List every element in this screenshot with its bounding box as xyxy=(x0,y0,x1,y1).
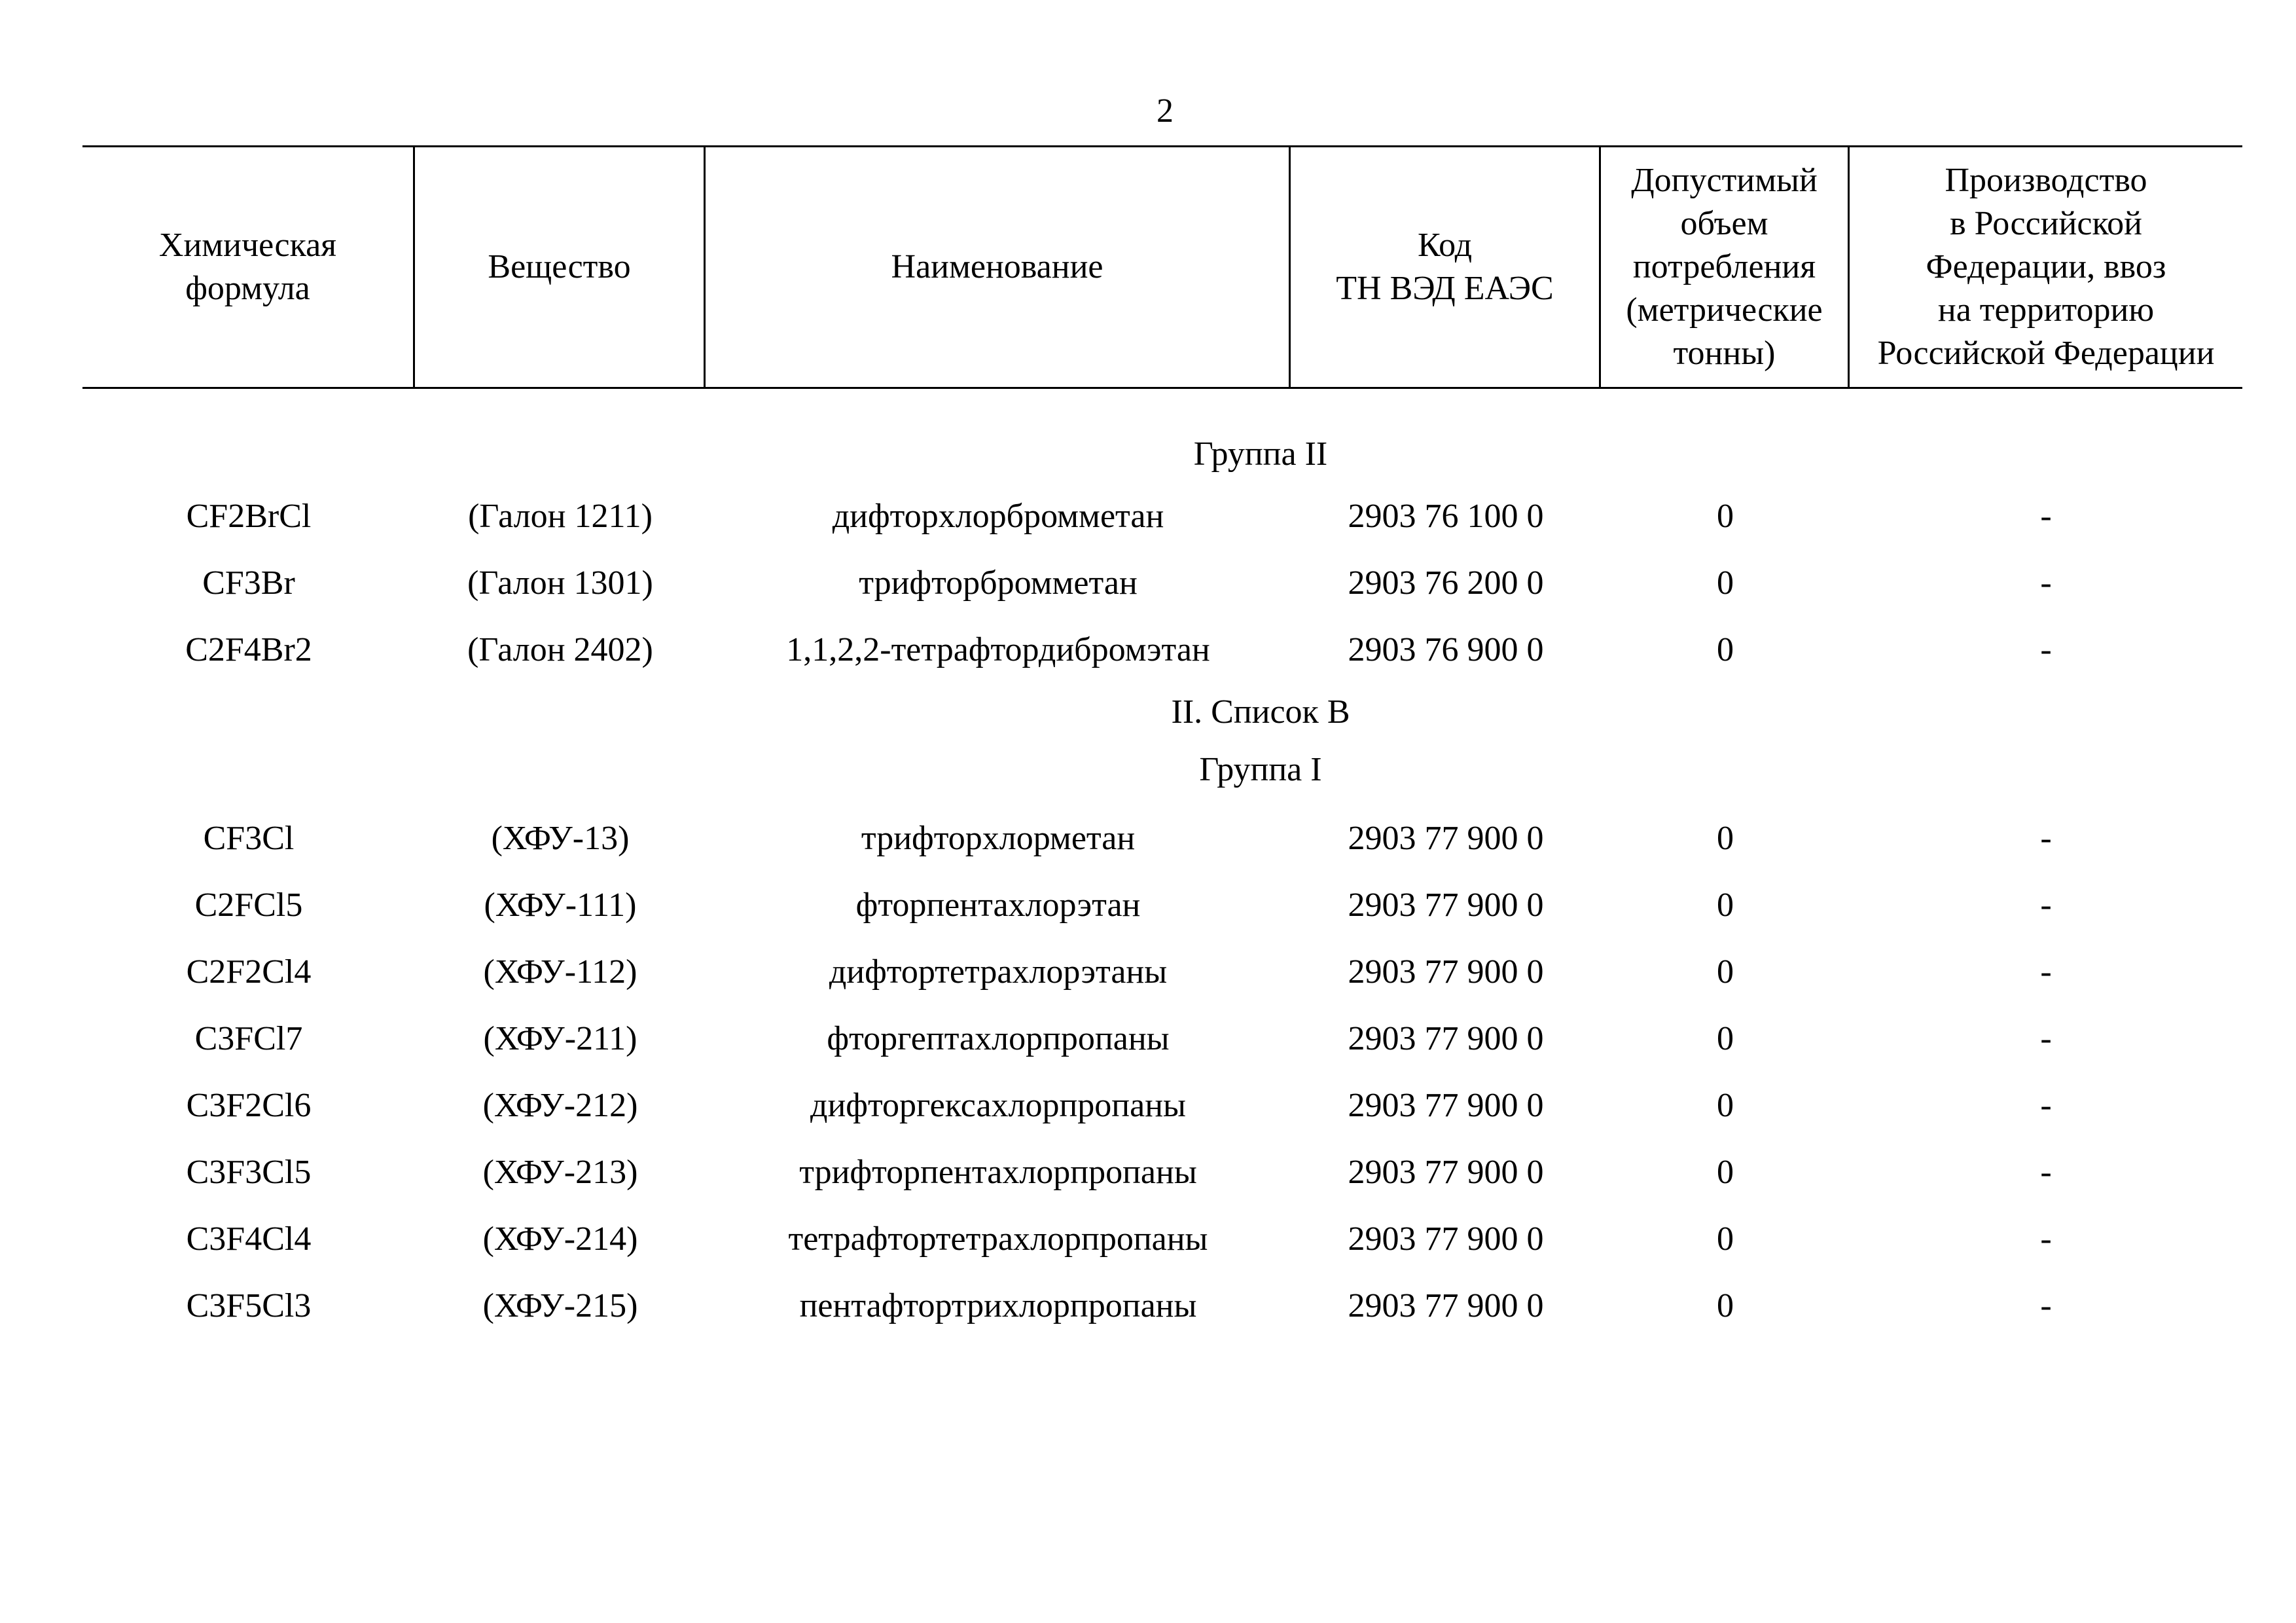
spacer xyxy=(82,799,2242,805)
cell-substance: (Галон 1211) xyxy=(468,498,653,535)
cell-name: пентафтортрихлорпропаны xyxy=(799,1287,1197,1324)
cell-volume: 0 xyxy=(1717,1020,1734,1057)
cell-formula: CF3Br xyxy=(202,564,295,602)
cell-production: - xyxy=(2040,1020,2052,1057)
cell-volume: 0 xyxy=(1717,953,1734,991)
cell-code: 2903 76 100 0 xyxy=(1348,498,1544,535)
cell-substance: (ХФУ-13) xyxy=(491,820,630,857)
cell-name: фторгептахлорпропаны xyxy=(827,1020,1170,1057)
cell-code: 2903 77 900 0 xyxy=(1348,820,1544,857)
cell-substance: (ХФУ-211) xyxy=(483,1020,637,1057)
cell-production: - xyxy=(2040,820,2052,857)
table-row xyxy=(82,939,2242,1006)
cell-formula: C2F2Cl4 xyxy=(186,953,312,991)
table-row xyxy=(82,483,2242,550)
table-row xyxy=(82,617,2242,684)
cell-production: - xyxy=(2040,1154,2052,1191)
cell-name: дифторгексахлорпропаны xyxy=(810,1087,1186,1124)
header-production: Производство в Российской Федерации, ввоз на территорию Российской Федерации xyxy=(1877,162,2215,372)
cell-name: тетрафтортетрахлорпропаны xyxy=(788,1220,1208,1258)
cell-formula: C2FCl5 xyxy=(194,886,303,924)
cell-code: 2903 76 900 0 xyxy=(1348,631,1544,668)
cell-name: трифторбромметан xyxy=(859,564,1138,602)
cell-name: трифторхлорметан xyxy=(861,820,1136,857)
page-number: 2 xyxy=(1157,92,1174,130)
list-title: II. Список В xyxy=(1171,693,1350,731)
cell-code: 2903 77 900 0 xyxy=(1348,886,1544,924)
cell-volume: 0 xyxy=(1717,498,1734,535)
cell-production: - xyxy=(2040,564,2052,602)
cell-name: дифтортетрахлорэтаны xyxy=(829,953,1168,991)
cell-production: - xyxy=(2040,886,2052,924)
cell-production: - xyxy=(2040,631,2052,668)
cell-substance: (ХФУ-213) xyxy=(482,1154,638,1191)
table-row xyxy=(82,805,2242,872)
header-chemical-formula: Химическая формула xyxy=(82,147,415,387)
cell-substance: (Галон 2402) xyxy=(467,631,653,668)
cell-formula: C3F3Cl5 xyxy=(186,1154,312,1191)
cell-name: трифторпентахлорпропаны xyxy=(799,1154,1197,1191)
group-title: Группа II xyxy=(1193,435,1328,473)
cell-production: - xyxy=(2040,953,2052,991)
cell-volume: 0 xyxy=(1717,631,1734,668)
table-row xyxy=(82,1139,2242,1206)
cell-name: 1,1,2,2-тетрафтордибромэтан xyxy=(786,631,1210,668)
table-body xyxy=(82,426,2242,1340)
table-row xyxy=(82,1072,2242,1139)
cell-production: - xyxy=(2040,1087,2052,1124)
cell-code: 2903 77 900 0 xyxy=(1348,1020,1544,1057)
cell-substance: (ХФУ-214) xyxy=(482,1220,638,1258)
cell-substance: (ХФУ-215) xyxy=(482,1287,638,1324)
table-row xyxy=(82,550,2242,617)
table-row xyxy=(82,1006,2242,1072)
table-row xyxy=(82,1273,2242,1340)
cell-code: 2903 77 900 0 xyxy=(1348,1287,1544,1324)
header-substance: Вещество xyxy=(415,147,706,387)
table-header xyxy=(82,145,2242,389)
cell-production: - xyxy=(2040,1220,2052,1258)
cell-substance: (Галон 1301) xyxy=(467,564,653,602)
cell-formula: C3F2Cl6 xyxy=(186,1087,312,1124)
cell-volume: 0 xyxy=(1717,820,1734,857)
cell-code: 2903 77 900 0 xyxy=(1348,1220,1544,1258)
cell-production: - xyxy=(2040,498,2052,535)
cell-volume: 0 xyxy=(1717,1287,1734,1324)
table-row xyxy=(82,1206,2242,1273)
cell-code: 2903 77 900 0 xyxy=(1348,953,1544,991)
cell-volume: 0 xyxy=(1717,564,1734,602)
cell-formula: C3F5Cl3 xyxy=(186,1287,312,1324)
cell-formula: C2F4Br2 xyxy=(185,631,312,668)
cell-volume: 0 xyxy=(1717,886,1734,924)
cell-production: - xyxy=(2040,1287,2052,1324)
cell-substance: (ХФУ-111) xyxy=(484,886,637,924)
cell-formula: C3F4Cl4 xyxy=(186,1220,312,1258)
cell-code: 2903 77 900 0 xyxy=(1348,1154,1544,1191)
header-name: Наименование xyxy=(706,147,1291,387)
cell-code: 2903 77 900 0 xyxy=(1348,1087,1544,1124)
cell-code: 2903 76 200 0 xyxy=(1348,564,1544,602)
cell-name: фторпентахлорэтан xyxy=(855,886,1141,924)
header-code: Код ТН ВЭД ЕАЭС xyxy=(1291,147,1601,387)
group-title: Группа I xyxy=(1199,751,1322,788)
cell-formula: C3FCl7 xyxy=(194,1020,303,1057)
cell-substance: (ХФУ-212) xyxy=(482,1087,638,1124)
cell-substance: (ХФУ-112) xyxy=(483,953,637,991)
table-row xyxy=(82,872,2242,939)
cell-name: дифторхлорбромметан xyxy=(832,498,1164,535)
section-2-rows xyxy=(82,805,2242,1340)
cell-volume: 0 xyxy=(1717,1220,1734,1258)
cell-formula: CF2BrCl xyxy=(186,498,312,535)
cell-volume: 0 xyxy=(1717,1087,1734,1124)
cell-formula: CF3Cl xyxy=(203,820,295,857)
section-1-rows xyxy=(82,483,2242,684)
cell-volume: 0 xyxy=(1717,1154,1734,1191)
header-allowed-volume: Допустимый объем потребления (метрические тонны) xyxy=(1601,147,1850,387)
